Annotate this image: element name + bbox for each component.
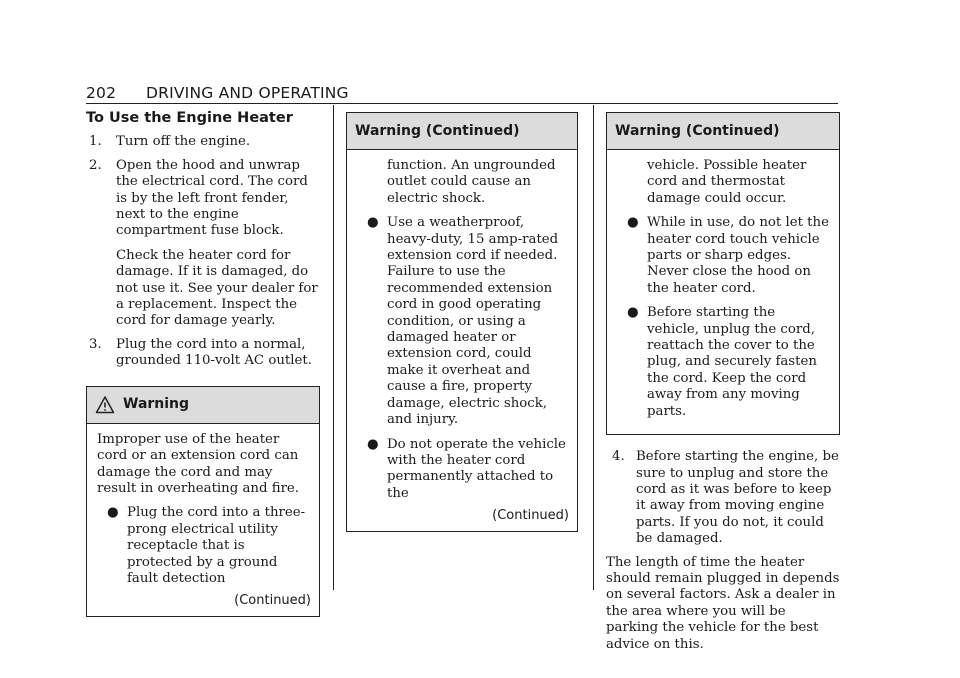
- step-number: 3.: [89, 336, 102, 352]
- warning-paragraph: Improper use of the heater cord or an extension cord can damage the cord and may result in overheating and fire.: [97, 431, 300, 496]
- warning-header: [87, 387, 319, 424]
- step-3: [86, 337, 320, 370]
- warning-title: Warning (Continued): [615, 122, 780, 139]
- section-heading: To Use the Engine Heater: [86, 110, 293, 126]
- continued-label: (Continued): [234, 593, 311, 609]
- continued-text: function. An ungrounded outlet could cause an electric shock.: [387, 158, 556, 206]
- warning-box: [86, 386, 320, 617]
- step-text: Open the hood and unwrap the electrical cord. The cord is by the left front fender, next to the engine compartment fuse block.: [116, 157, 308, 239]
- continued-label: (Continued): [492, 508, 569, 524]
- bullet-text: Plug the cord into a three-prong electrical utility receptacle that is protected by a ground fault detection: [127, 505, 306, 586]
- warning-box-continued: [606, 112, 840, 435]
- warning-body: [87, 424, 319, 616]
- column-1: [86, 110, 320, 617]
- column-3: [606, 110, 840, 653]
- bullet-icon: ●: [627, 305, 639, 321]
- page-header: [86, 84, 840, 102]
- step-1: [86, 134, 320, 150]
- warning-bullet: [357, 437, 569, 503]
- warning-bullet: [357, 215, 569, 428]
- warning-bullet: [97, 505, 311, 587]
- step-number: 4.: [612, 449, 625, 465]
- warning-bullet: [617, 305, 831, 420]
- step-4: [606, 449, 840, 547]
- column-2: [346, 110, 578, 532]
- step-2: [86, 158, 320, 330]
- warning-title: Warning (Continued): [355, 122, 520, 139]
- warning-triangle-icon: [95, 395, 115, 415]
- warning-header: [347, 113, 577, 150]
- bullet-text: Use a weatherproof, heavy-duty, 15 amp-rated extension cord if needed. Failure to use the recommended extension cord in good operating condition, or using a damaged heater or extension cord, could make it overheat and cause a fire, property damage, electric shock, and injury.: [387, 215, 559, 428]
- column-divider-1: [333, 105, 334, 590]
- continued-text: vehicle. Possible heater cord and thermostat damage could occur.: [647, 158, 807, 206]
- warning-body: [347, 150, 577, 531]
- warning-title: Warning: [123, 396, 190, 413]
- column-divider-2: [593, 105, 594, 590]
- step-subtext: Check the heater cord for damage. If it is damaged, do not use it. See your dealer for a replacement. Inspect the cord for damage yearly.: [116, 247, 318, 329]
- warning-bullet: [617, 215, 831, 297]
- bullet-icon: ●: [627, 215, 639, 231]
- warning-header: [607, 113, 839, 150]
- step-text: Before starting the engine, be sure to unplug and store the cord as it was before to keep it away from moving engine parts. If you do not, it could be damaged.: [636, 449, 839, 547]
- bullet-text: While in use, do not let the heater cord touch vehicle parts or sharp edges. Never close the hood on the heater cord.: [647, 215, 829, 296]
- page-number: 202: [86, 84, 117, 102]
- bullet-icon: ●: [367, 215, 379, 231]
- bullet-text: Before starting the vehicle, unplug the cord, reattach the cover to the plug, and securely fasten the cord. Keep the cord away from any moving parts.: [647, 305, 817, 419]
- step-number: 2.: [89, 157, 102, 173]
- bullet-text: Do not operate the vehicle with the heater cord permanently attached to the: [387, 436, 566, 501]
- warning-box-continued: [346, 112, 578, 532]
- step-text: Turn off the engine.: [116, 134, 251, 150]
- step-text: Plug the cord into a normal, grounded 110-volt AC outlet.: [116, 336, 312, 369]
- bullet-icon: ●: [367, 436, 379, 452]
- warning-body: [607, 150, 839, 434]
- closing-paragraph: The length of time the heater should remain plugged in depends on several factors. Ask a dealer in the area where you will be parking the vehicle for the best advice on this.: [606, 554, 840, 652]
- section-title: DRIVING AND OPERATING: [146, 84, 349, 102]
- bullet-icon: ●: [107, 505, 119, 521]
- header-rule: [86, 103, 838, 104]
- step-number: 1.: [89, 134, 102, 150]
